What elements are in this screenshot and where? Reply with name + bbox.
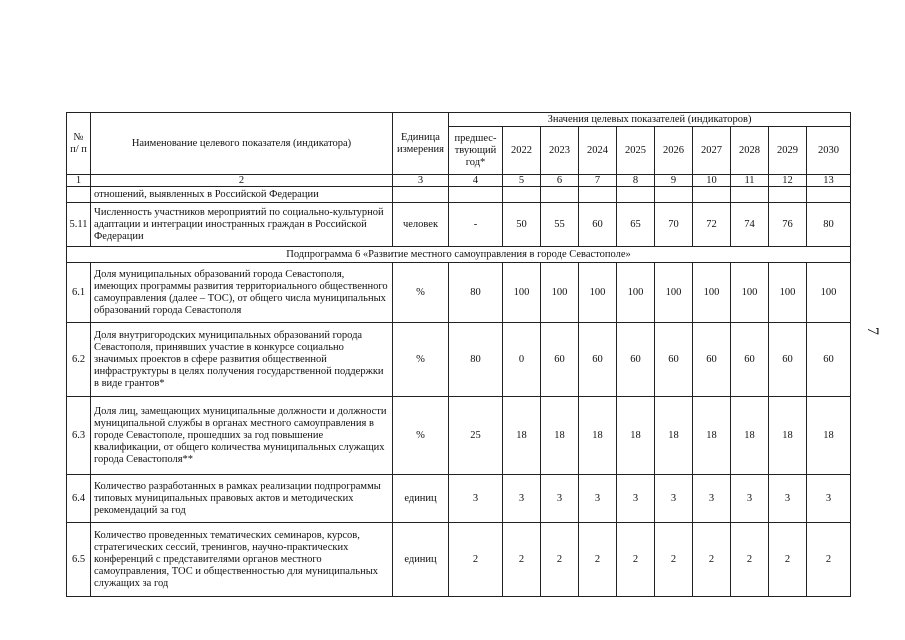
header-year: 2029 xyxy=(769,127,807,175)
header-year: 2028 xyxy=(731,127,769,175)
row-value: 80 xyxy=(449,263,503,323)
subprogram-row xyxy=(67,247,851,263)
row-value: - xyxy=(449,203,503,247)
table-row xyxy=(67,323,851,397)
row-value: 60 xyxy=(769,323,807,397)
column-number: 12 xyxy=(769,175,807,187)
row-value: 50 xyxy=(503,203,541,247)
row-value: 18 xyxy=(617,397,655,475)
row-value: 3 xyxy=(693,475,731,523)
table-row xyxy=(67,187,851,203)
row-value: 74 xyxy=(731,203,769,247)
row-value: 2 xyxy=(541,523,579,597)
row-value: 72 xyxy=(693,203,731,247)
row-value: 100 xyxy=(503,263,541,323)
row-value: 2 xyxy=(617,523,655,597)
row-unit: единиц xyxy=(393,475,449,523)
row-value: 3 xyxy=(579,475,617,523)
row-value: 100 xyxy=(541,263,579,323)
row-value: 3 xyxy=(769,475,807,523)
row-value: 55 xyxy=(541,203,579,247)
row-name: Доля муниципальных образований города Севастополя, имеющих программы развития территориального общественного самоуправления (далее – ТОС), от общего числа муниципальных образований города Севастополя xyxy=(91,263,393,323)
row-value: 76 xyxy=(769,203,807,247)
row-name: Количество разработанных в рамках реализации подпрограммы типовых муниципальных правовых актов и методических рекомендаций за год xyxy=(91,475,393,523)
row-value: 60 xyxy=(617,323,655,397)
row-number: 6.1 xyxy=(67,263,91,323)
row-number: 6.4 xyxy=(67,475,91,523)
row-value: 3 xyxy=(541,475,579,523)
subprogram-title: Подпрограмма 6 «Развитие местного самоуправления в городе Севастополе» xyxy=(67,247,851,263)
header-values-group: Значения целевых показателей (индикаторов) xyxy=(449,113,851,127)
row-value: 3 xyxy=(807,475,851,523)
row-value: 100 xyxy=(731,263,769,323)
row-number: 6.5 xyxy=(67,523,91,597)
row-value: 60 xyxy=(731,323,769,397)
header-year: 2025 xyxy=(617,127,655,175)
row-value: 18 xyxy=(541,397,579,475)
row-value: 3 xyxy=(617,475,655,523)
row-number: 5.11 xyxy=(67,203,91,247)
row-value: 2 xyxy=(807,523,851,597)
row-name: Доля лиц, замещающих муниципальные должности и должности муниципальной службы в органах местного самоуправления в городе Севастополе, прошедших за год повышение квалификации, от общего количества муниципальных служащих города Севастополя** xyxy=(91,397,393,475)
row-value: 80 xyxy=(449,323,503,397)
column-number: 10 xyxy=(693,175,731,187)
column-numbers-row xyxy=(67,175,851,187)
column-number: 7 xyxy=(579,175,617,187)
row-number: 6.3 xyxy=(67,397,91,475)
row-unit: % xyxy=(393,397,449,475)
column-number: 13 xyxy=(807,175,851,187)
table-row xyxy=(67,397,851,475)
header-year: 2027 xyxy=(693,127,731,175)
row-value: 2 xyxy=(769,523,807,597)
header-unit: Единица измерения xyxy=(393,113,449,175)
row-value: 25 xyxy=(449,397,503,475)
row-value: 0 xyxy=(503,323,541,397)
row-value: 100 xyxy=(693,263,731,323)
row-name: Численность участников мероприятий по социально-культурной адаптации и интеграции иностранных граждан в Российской Федерации xyxy=(91,203,393,247)
row-value: 100 xyxy=(807,263,851,323)
row-value: 18 xyxy=(807,397,851,475)
row-value: 18 xyxy=(503,397,541,475)
table-row xyxy=(67,475,851,523)
row-unit: % xyxy=(393,263,449,323)
row-value: 18 xyxy=(655,397,693,475)
row-value: 3 xyxy=(503,475,541,523)
row-value: 18 xyxy=(693,397,731,475)
row-value: 18 xyxy=(769,397,807,475)
row-value: 18 xyxy=(579,397,617,475)
row-unit: единиц xyxy=(393,523,449,597)
column-number: 3 xyxy=(393,175,449,187)
row-value: 18 xyxy=(731,397,769,475)
row-value: 3 xyxy=(449,475,503,523)
row-value: 80 xyxy=(807,203,851,247)
row-number: 6.2 xyxy=(67,323,91,397)
row-value: 60 xyxy=(693,323,731,397)
row-value: 70 xyxy=(655,203,693,247)
row-unit: человек xyxy=(393,203,449,247)
row-value: 60 xyxy=(807,323,851,397)
header-year: 2024 xyxy=(579,127,617,175)
header-prev-year: предшес-твующий год* xyxy=(449,127,503,175)
column-number: 8 xyxy=(617,175,655,187)
header-year: 2023 xyxy=(541,127,579,175)
row-value: 60 xyxy=(579,323,617,397)
row-value: 60 xyxy=(541,323,579,397)
row-value: 100 xyxy=(655,263,693,323)
row-value: 100 xyxy=(769,263,807,323)
table-row xyxy=(67,263,851,323)
row-value: 100 xyxy=(617,263,655,323)
row-value: 100 xyxy=(579,263,617,323)
row-value: 2 xyxy=(503,523,541,597)
header-year: 2022 xyxy=(503,127,541,175)
column-number: 4 xyxy=(449,175,503,187)
column-number: 9 xyxy=(655,175,693,187)
target-indicators-table xyxy=(66,112,851,597)
row-value: 3 xyxy=(731,475,769,523)
column-number: 11 xyxy=(731,175,769,187)
row-value: 60 xyxy=(579,203,617,247)
row-name: Количество проведенных тематических семинаров, курсов, стратегических сессий, тренингов, научно-практических конференций с представителями органов местного самоуправления, ТОС и общественностью для муниципальных служащих за год xyxy=(91,523,393,597)
row-value: 2 xyxy=(579,523,617,597)
table-row xyxy=(67,203,851,247)
header-year: 2026 xyxy=(655,127,693,175)
column-number: 5 xyxy=(503,175,541,187)
column-number: 1 xyxy=(67,175,91,187)
row-value: 2 xyxy=(449,523,503,597)
row-value: 2 xyxy=(655,523,693,597)
header-num: № п/ п xyxy=(67,113,91,175)
header-year: 2030 xyxy=(807,127,851,175)
page-number: 7 xyxy=(864,327,881,335)
row-value: 65 xyxy=(617,203,655,247)
row-value: 2 xyxy=(693,523,731,597)
table-row xyxy=(67,523,851,597)
header-name: Наименование целевого показателя (индикатора) xyxy=(91,113,393,175)
row-value: 2 xyxy=(731,523,769,597)
row-unit: % xyxy=(393,323,449,397)
column-number: 6 xyxy=(541,175,579,187)
row-continued-text: отношений, выявленных в Российской Федерации xyxy=(91,187,393,203)
row-name: Доля внутригородских муниципальных образований города Севастополя, принявших участие в конкурсе социально значимых проектов в сфере развития общественной инфраструктуры в целях получения государственной поддержки в виде грантов* xyxy=(91,323,393,397)
row-value: 60 xyxy=(655,323,693,397)
column-number: 2 xyxy=(91,175,393,187)
row-value: 3 xyxy=(655,475,693,523)
